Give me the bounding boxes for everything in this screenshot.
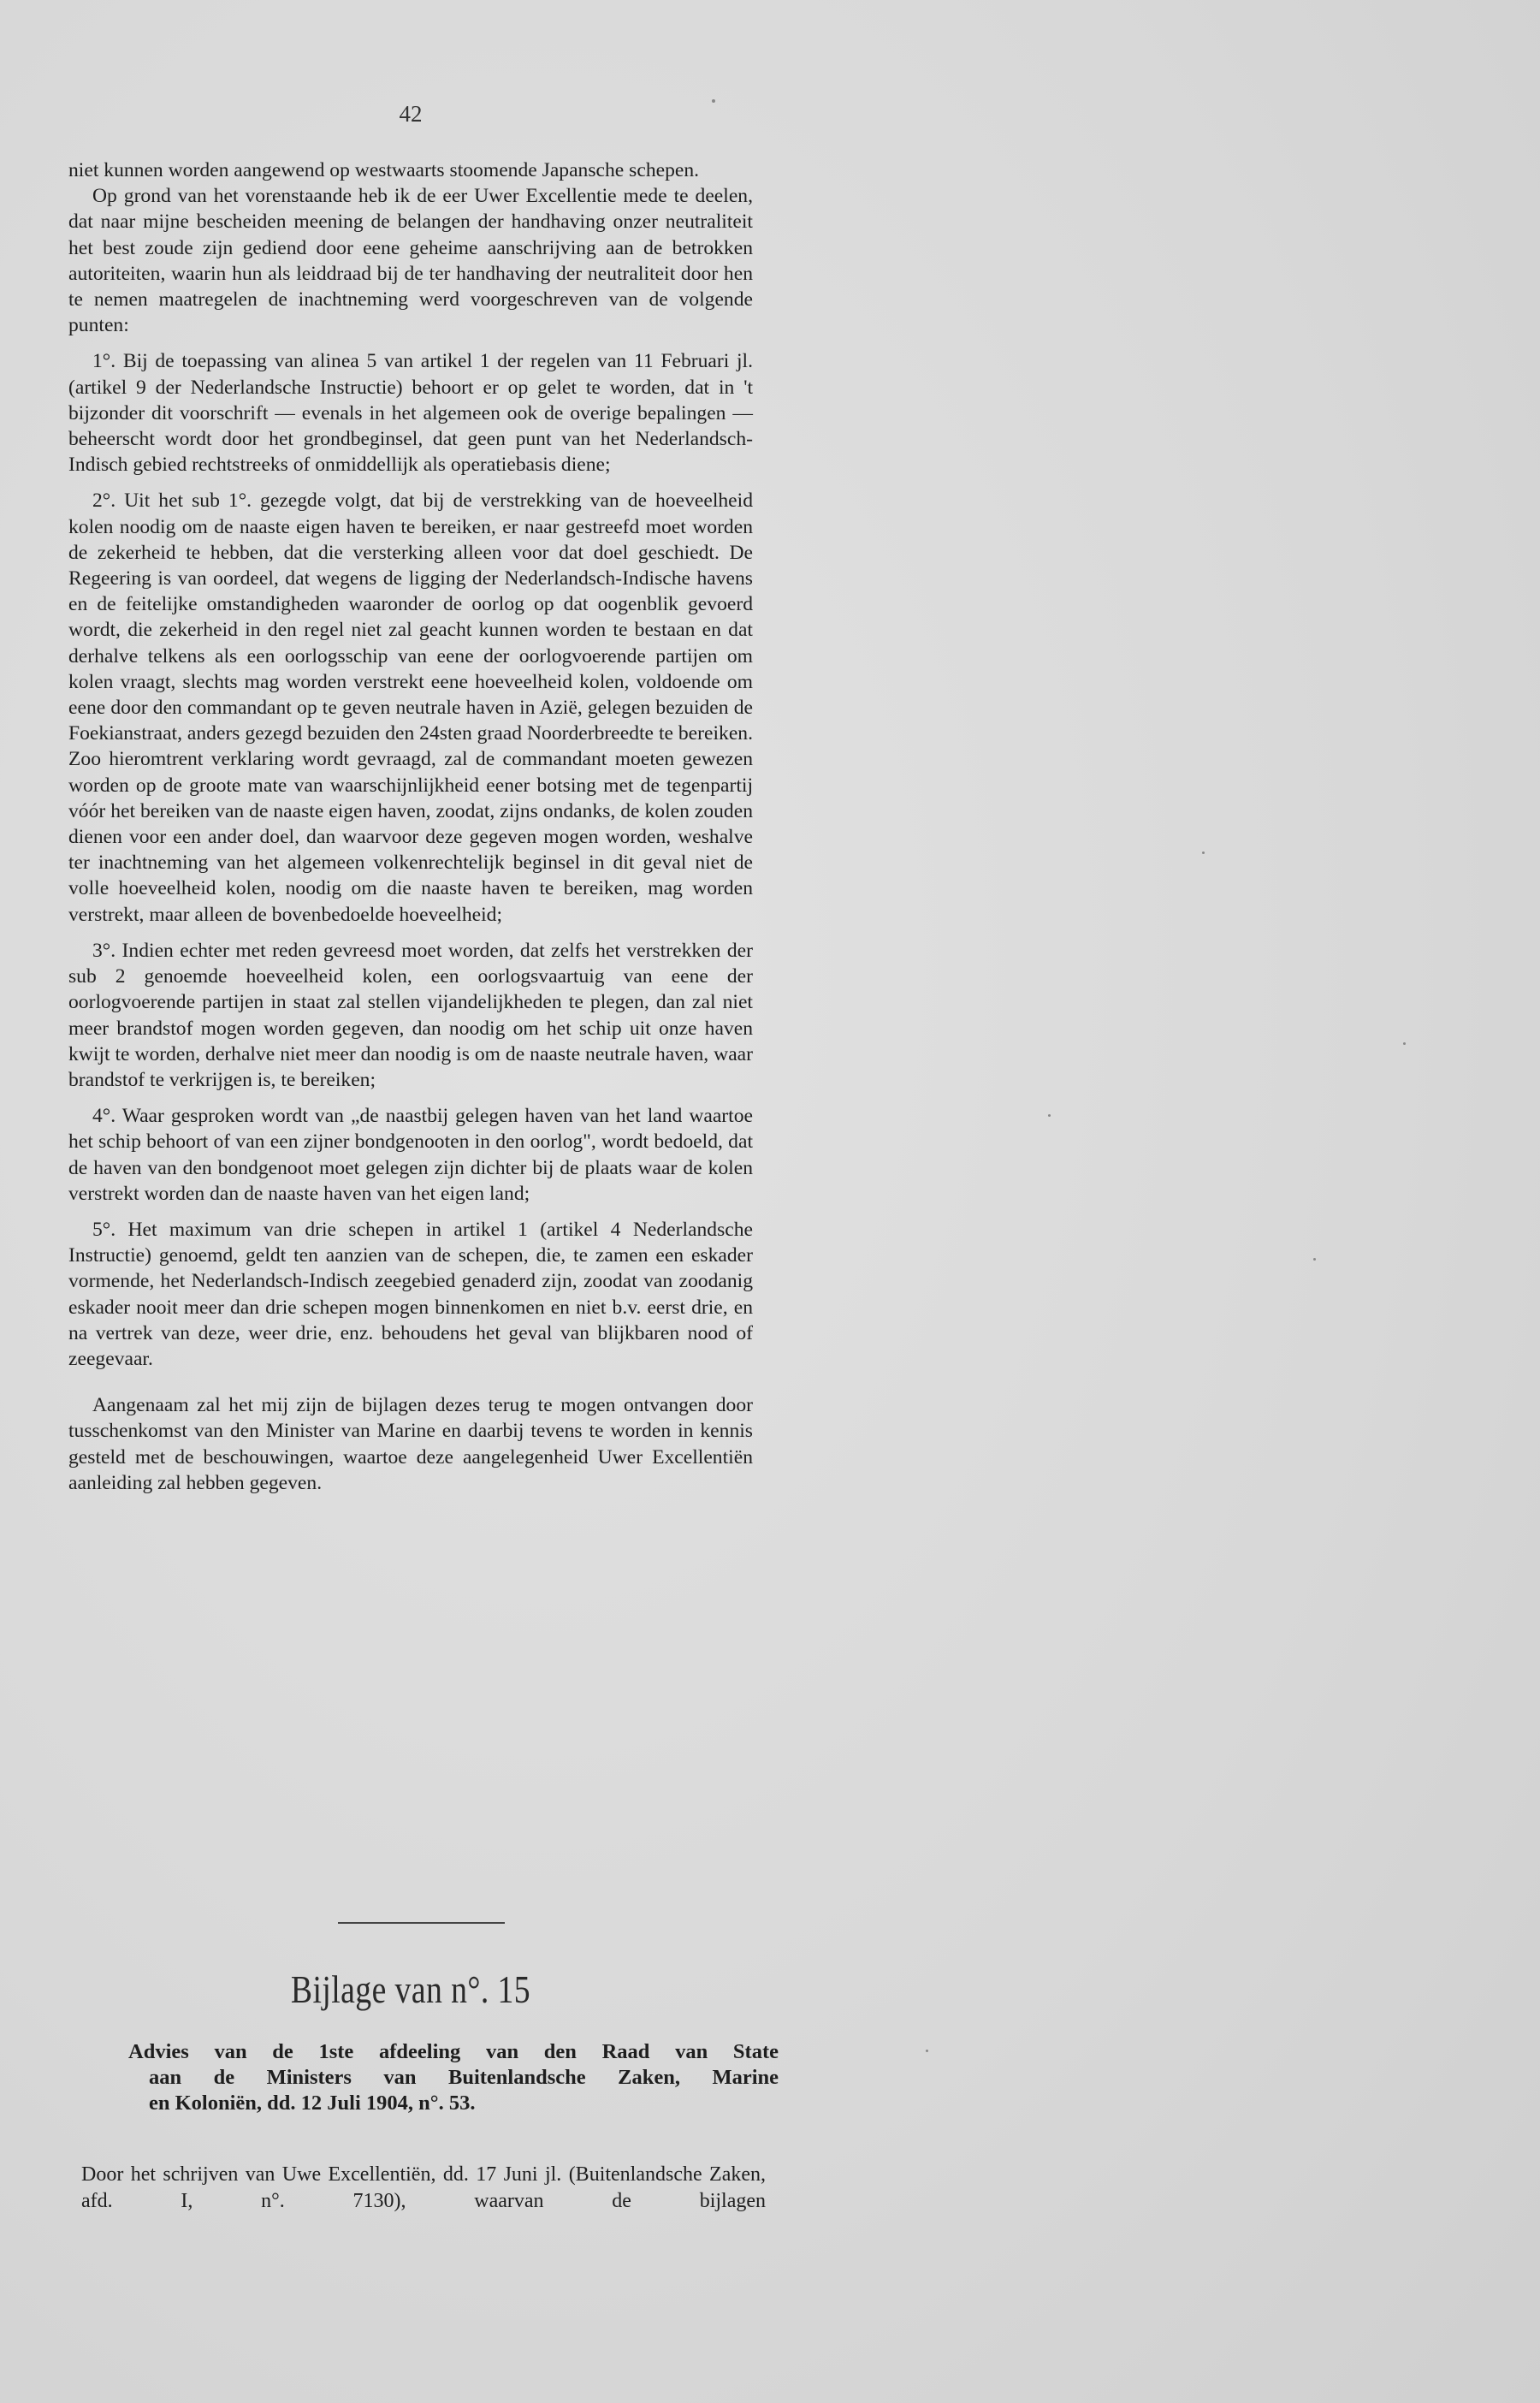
point-4: 4°. Waar gesproken wordt van „de naastbij gelegen haven van het land waartoe het schip behoort of van een zijner bondgenooten in den oorlog", wordt bedoeld, dat de haven van den bondgenoot moet gelegen zijn dichter bij de plaats waar de kolen verstrekt worden dan de naaste haven van het eigen land;	[68, 1105, 753, 1205]
paragraph-intro: Op grond van het vorenstaande heb ik de eer Uwer Excellentie mede te deelen, dat naar mijne bescheiden meening de belangen der handhaving onzer neutraliteit het best zoude zijn gediend door eene geheime aanschrijving aan de betrokken autoriteiten, waarin hun als leiddraad bij de ter handhaving der neutraliteit door hen te nemen maatregelen de inachtneming werd voorgeschreven van de volgende punten:	[68, 185, 753, 337]
point-5: 5°. Het maximum van drie schepen in artikel 1 (artikel 4 Nederlandsche Instructie) genoemd, geldt ten aanzien van de schepen, die, te zamen een eskader vormende, het Nederlandsch-Indisch zeegebied genaderd zijn, zoodat van zoodanig eskader nooit meer dan drie schepen mogen binnenkomen en niet b.v. eerst drie, en na vertrek van deze, weer drie, enz. behoudens het geval van blijkbaren nood of zeegevaar.	[68, 1218, 753, 1370]
paper-speck	[1313, 1258, 1316, 1261]
paper-speck	[712, 99, 715, 103]
section-divider	[338, 1922, 505, 1924]
point-2: 2°. Uit het sub 1°. gezegde volgt, dat bij de verstrekking van de hoeveelheid kolen noodig om de naaste eigen haven te bereiken, er naar gestreefd moet worden de zekerheid te hebben, dat die versterking alleen voor dat doel geschiedt. De Regeering is van oordeel, dat wegens de ligging der Nederlandsch-Indische havens en de feitelijke omstandigheden waaronder de oorlog op dat oogenblik gevoerd wordt, die zekerheid in den regel niet zal geacht kunnen worden te bestaan en dat derhalve telkens als een oorlogsschip van eene der oorlogvoerende partijen om kolen vraagt, slechts mag worden verstrekt eene hoeveelheid kolen, voldoende om eene door den commandant op te geven neutrale haven in Azië, gelegen bezuiden de Foekianstraat, anders gezegd bezuiden den 24sten graad Noorderbreedte te bereiken. Zoo hieromtrent verklaring wordt gevraagd, zal de commandant moeten gewezen worden op de groote mate van waarschijnlijkheid eener botsing met de tegenpartij vóór het bereiken van de naaste eigen haven, zoodat, zijns ondanks, de kolen zouden dienen voor een ander doel, dan waarvoor deze gegeven mogen worden, weshalve ter inachtneming van het algemeen volkenrechtelijk beginsel in dit geval niet de volle hoeveelheid kolen, noodig om die naaste haven te bereiken, mag worden verstrekt, maar alleen de bovenbedoelde hoeveelheid;	[68, 490, 753, 926]
point-3: 3°. Indien echter met reden gevreesd moet worden, dat zelfs het verstrekken der sub 2 genoemde hoeveelheid kolen, een oorlogsvaartuig van eene der oorlogvoerende partijen in staat zal stellen vijandelijkheden te plegen, dan zal niet meer brandstof mogen worden gegeven, dan noodig om het schip uit onze haven kwijt te worden, derhalve niet meer dan noodig is om de naaste neutrale haven, waar brandstof te verkrijgen is, te bereiken;	[68, 939, 753, 1091]
body-column	[68, 157, 753, 1496]
appendix-heading: Bijlage van n°. 15	[290, 1967, 531, 2011]
subheading-line: Advies van de 1ste afdeeling van den Raad van State	[128, 2040, 779, 2063]
paper-speck	[926, 2050, 928, 2052]
appendix-first-paragraph: Door het schrijven van Uwe Excellentiën, dd. 17 Juni jl. (Buitenlandsche Zaken, afd. I, n°. 7130), waarvan de bijlagen	[81, 2163, 766, 2212]
point-1: 1°. Bij de toepassing van alinea 5 van artikel 1 der regelen van 11 Februari jl. (artikel 9 der Nederlandsche Instructie) behoort er op gelet te worden, dat in 't bijzonder dit voorschrift — evenals in het algemeen ook de overige bepalingen — beheerscht wordt door het grondbeginsel, dat geen punt van het Nederlandsch-Indisch gebied rechtstreeks of onmiddellijk als operatiebasis diene;	[68, 350, 753, 477]
subheading-line: aan de Ministers van Buitenlandsche Zaken, Marine	[149, 2066, 779, 2089]
subheading-line: en Koloniën, dd. 12 Juli 1904, n°. 53.	[149, 2092, 476, 2115]
page-number: 42	[399, 101, 423, 127]
appendix-subheading	[128, 2039, 779, 2116]
paper-speck	[1048, 1114, 1051, 1117]
paragraph-continuation: niet kunnen worden aangewend op westwaarts stoomende Japansche schepen.	[68, 159, 700, 181]
paper-speck	[1202, 851, 1205, 854]
paper-speck	[1403, 1042, 1406, 1045]
closing-paragraph: Aangenaam zal het mij zijn de bijlagen dezes terug te mogen ontvangen door tusschenkomst van den Minister van Marine en daarbij tevens te worden in kennis gesteld met de beschouwingen, waartoe deze aangelegenheid Uwer Excellentiën aanleiding zal hebben gegeven.	[68, 1394, 753, 1494]
